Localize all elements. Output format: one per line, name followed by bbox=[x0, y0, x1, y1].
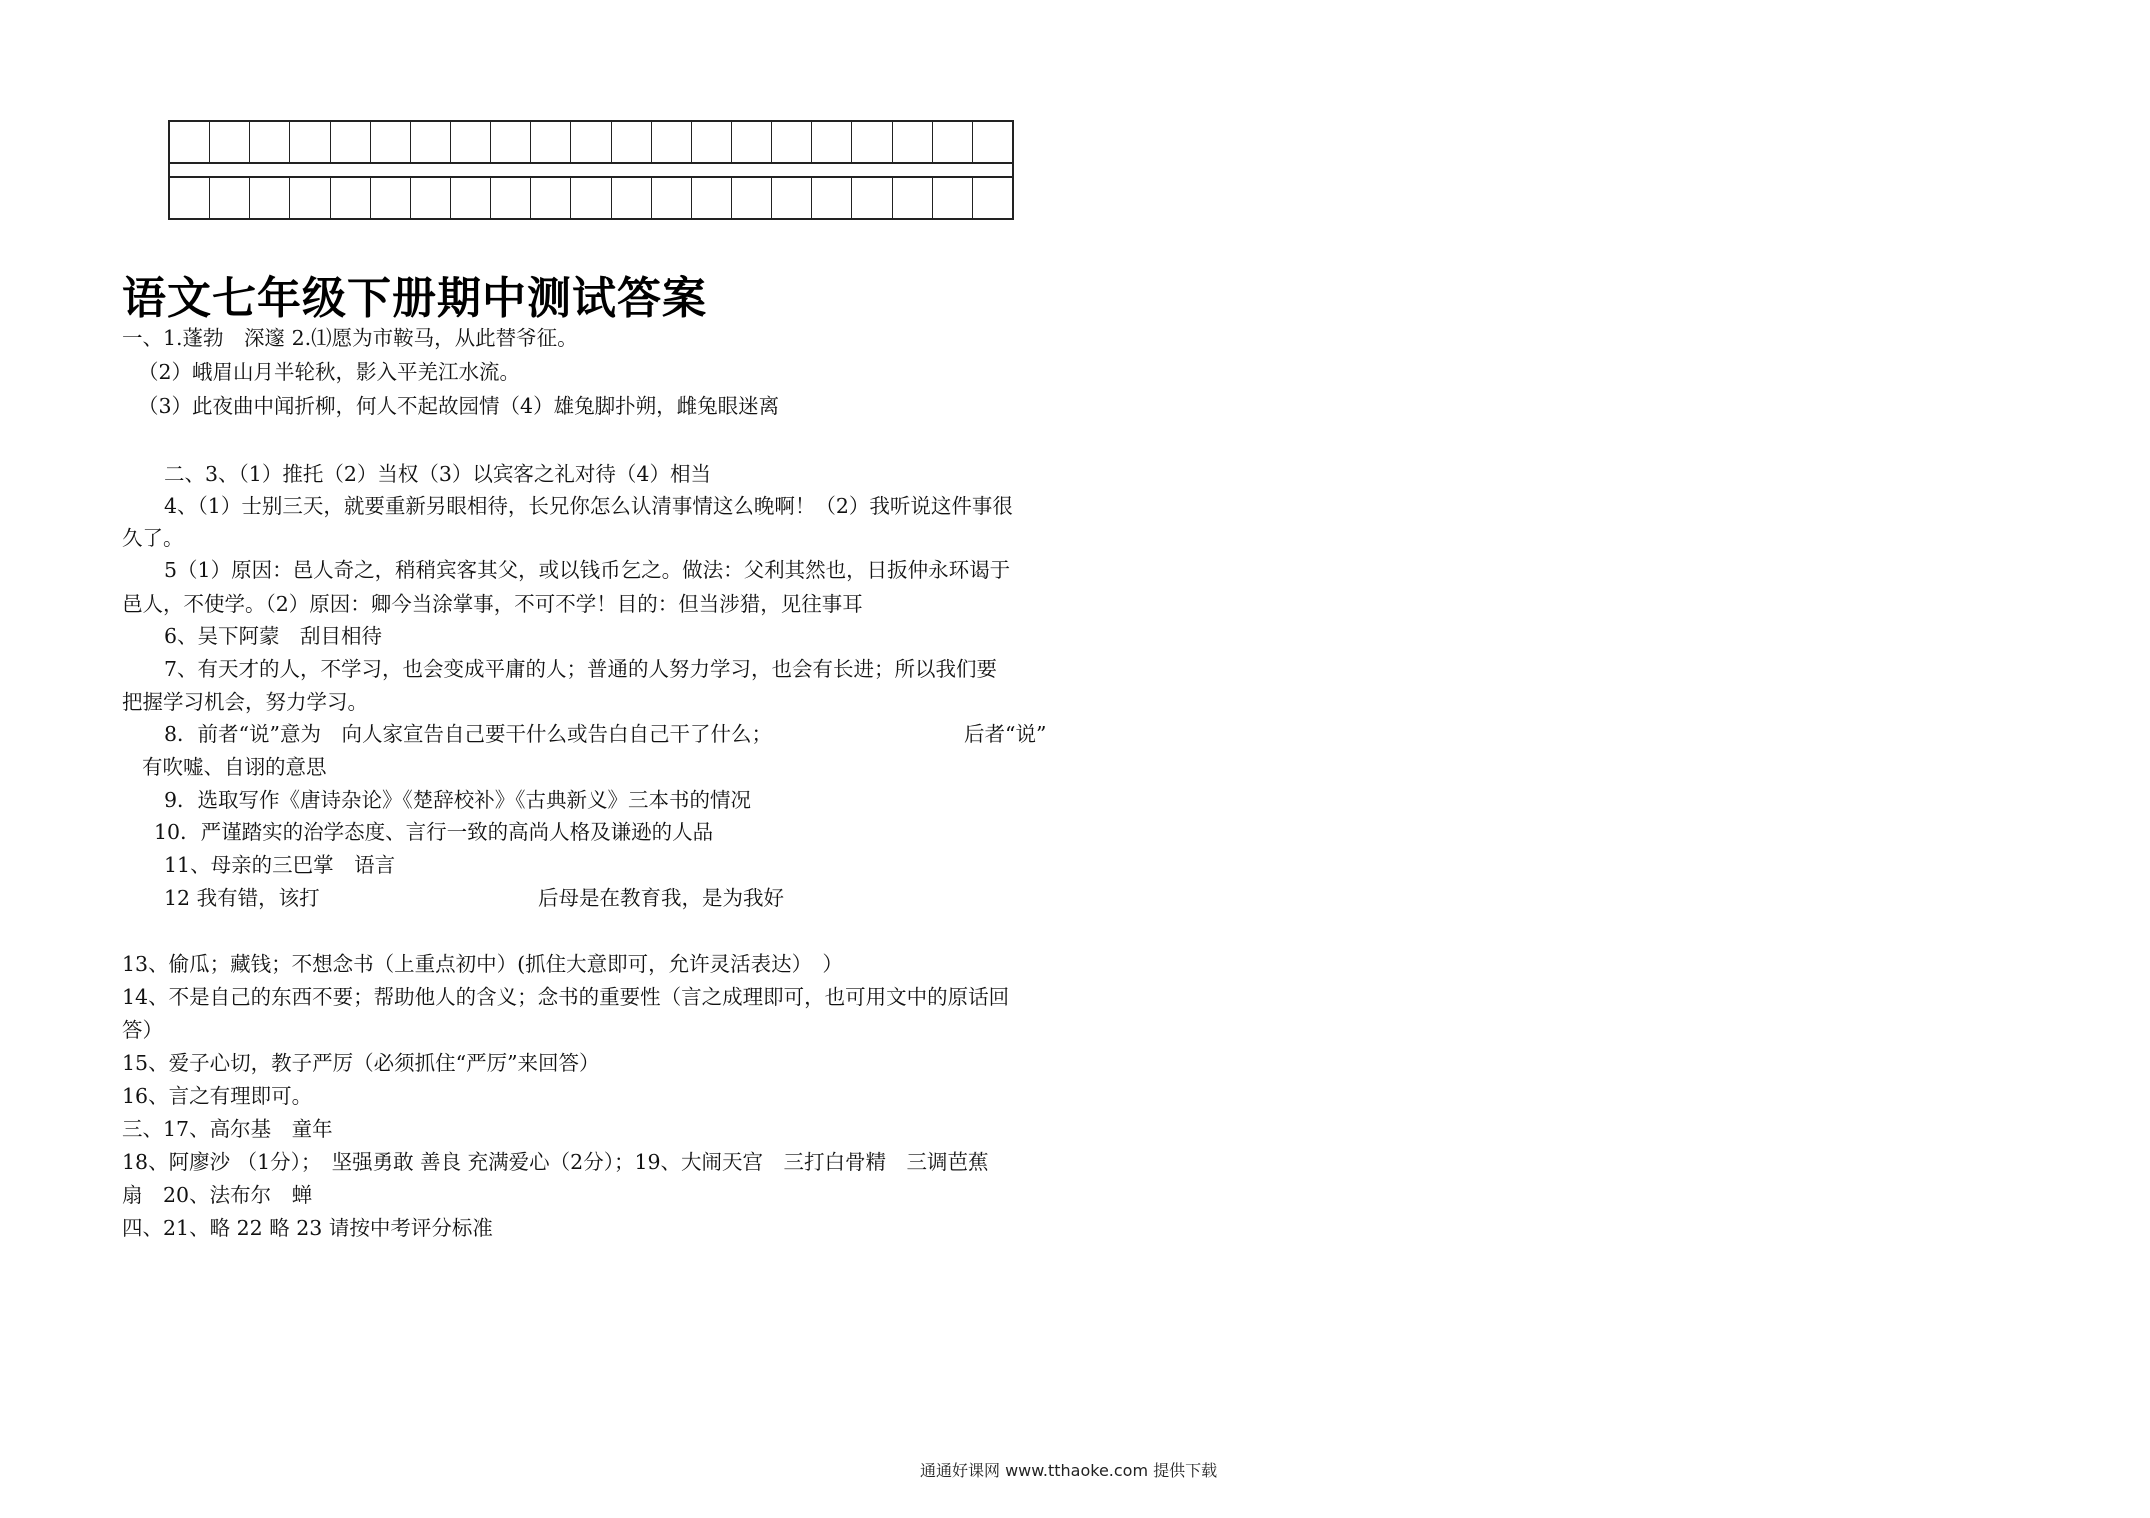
grid-cell bbox=[491, 122, 531, 162]
grid-separator bbox=[170, 162, 1012, 164]
grid-cell bbox=[732, 178, 772, 220]
grid-cell bbox=[612, 178, 652, 220]
grid-cell bbox=[491, 178, 531, 220]
grid-cell bbox=[451, 122, 491, 162]
grid-cell bbox=[170, 178, 210, 220]
answer-line: 一、1.蓬勃 深邃 2.⑴愿为市鞍马，从此替爷征。 bbox=[122, 326, 578, 350]
answer-grid bbox=[168, 120, 1014, 220]
grid-cell bbox=[331, 122, 371, 162]
grid-cell bbox=[170, 122, 210, 162]
grid-cell bbox=[571, 122, 611, 162]
page-title: 语文七年级下册期中测试答案 bbox=[122, 273, 707, 324]
answer-line: 6、吴下阿蒙 刮目相待 bbox=[164, 624, 383, 648]
grid-cell bbox=[933, 178, 973, 220]
grid-cell bbox=[772, 122, 812, 162]
answer-line: （3）此夜曲中闻折柳，何人不起故园情（4）雄兔脚扑朔，雌兔眼迷离 bbox=[138, 394, 780, 418]
answer-line: 15、爱子心切，教子严厉（必须抓住“严厉”来回答） bbox=[122, 1051, 600, 1075]
grid-cell bbox=[411, 178, 451, 220]
answer-line: 12 我有错，该打 bbox=[164, 886, 320, 910]
answer-line: 13、偷瓜；藏钱；不想念书（上重点初中）(抓住大意即可，允许灵活表达） ） bbox=[122, 952, 843, 976]
answer-line: 后母是在教育我，是为我好 bbox=[538, 886, 784, 910]
grid-cell bbox=[411, 122, 451, 162]
answer-line: 二、3、（1）推托（2）当权（3）以宾客之礼对待（4）相当 bbox=[164, 462, 711, 486]
grid-cell bbox=[571, 178, 611, 220]
grid-cell bbox=[772, 178, 812, 220]
answer-line: （2）峨眉山月半轮秋，影入平羌江水流。 bbox=[138, 360, 521, 384]
grid-cell bbox=[210, 122, 250, 162]
grid-cell bbox=[933, 122, 973, 162]
answer-line: 答） bbox=[122, 1018, 163, 1042]
grid-cell bbox=[250, 122, 290, 162]
grid-cell bbox=[852, 178, 892, 220]
grid-cell bbox=[852, 122, 892, 162]
answer-line: 11、母亲的三巴掌 语言 bbox=[164, 853, 396, 877]
grid-cell bbox=[812, 122, 852, 162]
grid-cell bbox=[612, 122, 652, 162]
grid-cell bbox=[692, 178, 732, 220]
answer-line: 9．选取写作《唐诗杂论》《楚辞校补》《古典新义》三本书的情况 bbox=[164, 788, 752, 812]
grid-cell bbox=[692, 122, 732, 162]
answer-line: 16、言之有理即可。 bbox=[122, 1084, 313, 1108]
grid-cell bbox=[371, 178, 411, 220]
answer-line: 把握学习机会，努力学习。 bbox=[122, 690, 368, 714]
answer-line: 4、（1）士别三天，就要重新另眼相待，长兄你怎么认清事情这么晚啊！（2）我听说这件事很 bbox=[164, 494, 1013, 518]
answer-line: 三、17、高尔基 童年 bbox=[122, 1117, 333, 1141]
answer-line: 久了。 bbox=[122, 526, 184, 550]
answer-line: 14、不是自己的东西不要；帮助他人的含义；念书的重要性（言之成理即可，也可用文中的原话回 bbox=[122, 985, 1010, 1009]
grid-cell bbox=[371, 122, 411, 162]
grid-cell bbox=[210, 178, 250, 220]
grid-cell bbox=[290, 178, 330, 220]
grid-cell bbox=[290, 122, 330, 162]
grid-cell bbox=[652, 178, 692, 220]
answer-line: 邑人，不使学。（2）原因：卿今当涂掌事，不可不学！目的：但当涉猎，见往事耳 bbox=[122, 592, 863, 616]
answer-line: 后者“说” bbox=[964, 722, 1047, 746]
answer-line: 扇 20、法布尔 蝉 bbox=[122, 1183, 313, 1207]
grid-cell bbox=[893, 178, 933, 220]
grid-cell bbox=[652, 122, 692, 162]
answer-line: 四、21、略 22 略 23 请按中考评分标准 bbox=[122, 1216, 493, 1240]
answer-line: 有吹嘘、自诩的意思 bbox=[142, 755, 327, 779]
answer-line: 5（1）原因：邑人奇之，稍稍宾客其父，或以钱币乞之。做法：父利其然也，日扳仲永环谒于 bbox=[164, 558, 1011, 582]
grid-row-bottom bbox=[170, 178, 1012, 220]
grid-cell bbox=[973, 122, 1012, 162]
grid-cell bbox=[531, 178, 571, 220]
answer-line: 10．严谨踏实的治学态度、言行一致的高尚人格及谦逊的人品 bbox=[154, 820, 714, 844]
footer-credit: 通通好课网 www.tthaoke.com 提供下载 bbox=[920, 1461, 1218, 1480]
answer-line: 7、有天才的人，不学习，也会变成平庸的人；普通的人努力学习，也会有长进；所以我们要 bbox=[164, 657, 998, 681]
grid-cell bbox=[732, 122, 772, 162]
grid-cell bbox=[973, 178, 1012, 220]
grid-cell bbox=[250, 178, 290, 220]
grid-cell bbox=[331, 178, 371, 220]
answer-line: 8．前者“说”意为 向人家宣告自己要干什么或告白自己干了什么； bbox=[164, 722, 773, 746]
answer-line: 18、阿廖沙 （1分）； 坚强勇敢 善良 充满爱心（2分）；19、大闹天宫 三打白骨精 三调芭蕉 bbox=[122, 1150, 989, 1174]
grid-cell bbox=[451, 178, 491, 220]
grid-row-top bbox=[170, 122, 1012, 162]
grid-cell bbox=[531, 122, 571, 162]
grid-cell bbox=[812, 178, 852, 220]
grid-cell bbox=[893, 122, 933, 162]
